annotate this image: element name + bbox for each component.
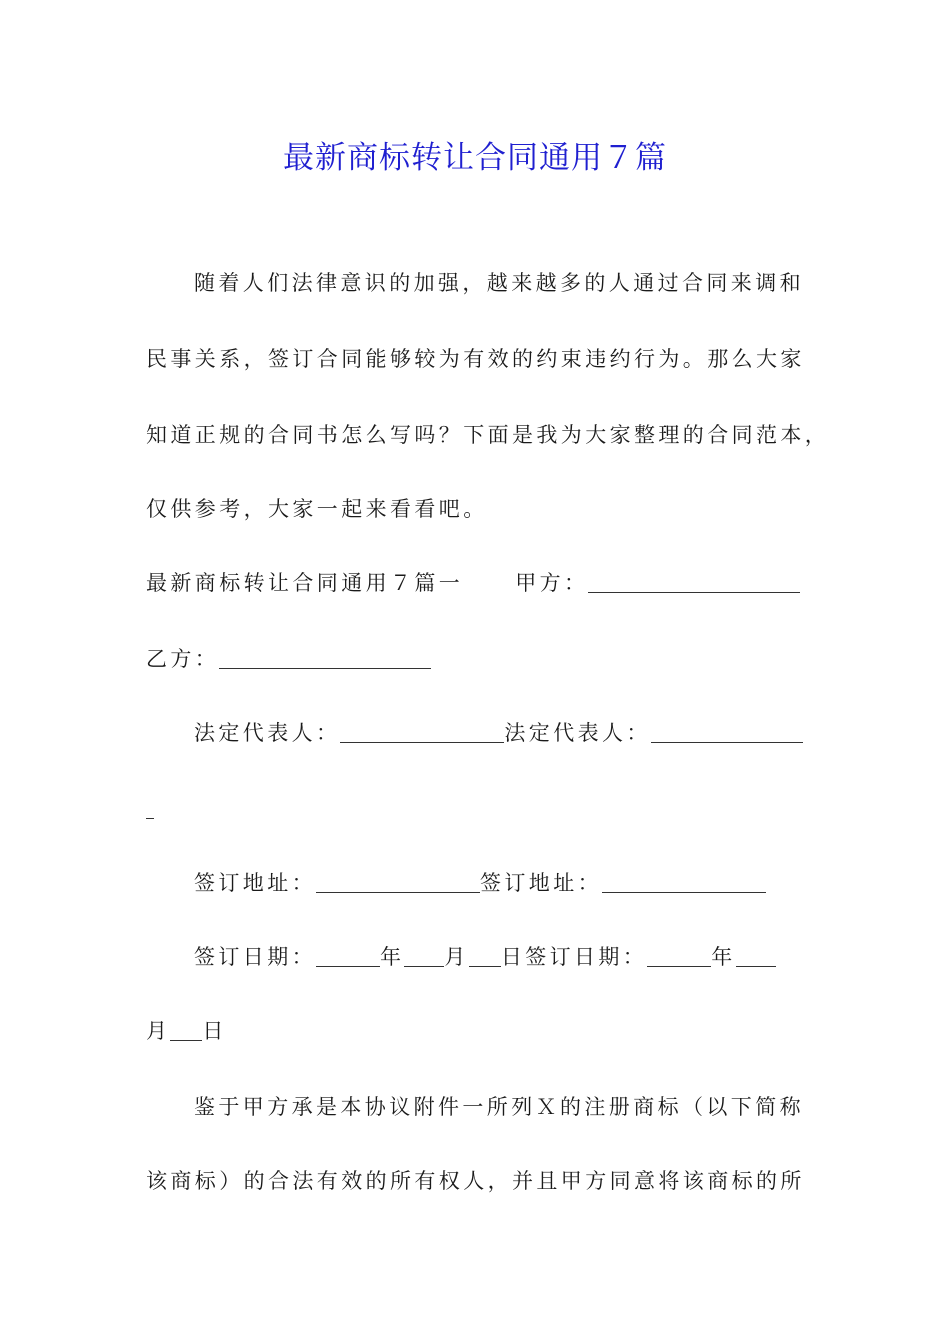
legal-rep-blank-a [340, 720, 504, 743]
sign-address-blank-b [602, 870, 766, 893]
day-blank-b [170, 1018, 202, 1041]
sign-address-label-b: 签订地址： [480, 871, 602, 895]
sign-date-overflow-row [146, 1016, 227, 1046]
sign-date-label-a: 签订日期： [194, 945, 316, 969]
legal-rep-blank-b [651, 720, 803, 743]
legal-rep-overflow-row [146, 794, 154, 824]
day-label-b: 日 [202, 1019, 227, 1043]
year-blank-a [316, 944, 380, 967]
sign-date-row [194, 942, 776, 972]
party-a-label: 甲方： [515, 571, 589, 595]
body-line-2: 该商标）的合法有效的所有权人，并且甲方同意将该商标的所 [146, 1169, 805, 1193]
legal-rep-label-b: 法定代表人： [504, 721, 651, 745]
intro-line-4: 仅供参考，大家一起来看看吧。 [146, 497, 488, 521]
party-a-blank [588, 570, 800, 593]
sign-address-blank-a [316, 870, 480, 893]
intro-line-1: 随着人们法律意识的加强，越来越多的人通过合同来调和 [194, 271, 804, 295]
legal-rep-row [194, 718, 803, 748]
legal-rep-label-a: 法定代表人： [194, 721, 341, 745]
month-blank-a [404, 944, 444, 967]
sign-address-label-a: 签订地址： [194, 871, 316, 895]
document-title: 最新商标转让合同通用７篇 [283, 140, 667, 176]
day-blank-a [469, 944, 501, 967]
intro-line-2: 民事关系，签订合同能够较为有效的约束违约行为。那么大家 [146, 347, 805, 371]
sign-address-row [194, 868, 766, 898]
party-b-blank [219, 646, 431, 669]
intro-line-3: 知道正规的合同书怎么写吗？下面是我为大家整理的合同范本， [146, 423, 830, 447]
party-a-row [146, 568, 800, 598]
party-b-row [146, 644, 431, 674]
legal-rep-blank-overflow [146, 796, 154, 819]
body-line-1: 鉴于甲方承是本协议附件一所列Ｘ的注册商标（以下简称 [194, 1095, 804, 1119]
month-label-a: 月 [444, 945, 469, 969]
sign-date-label-b: 日签订日期： [500, 945, 648, 969]
party-b-label: 乙方： [146, 647, 220, 671]
year-label-b: 年 [711, 945, 736, 969]
month-label-b: 月 [146, 1019, 171, 1043]
year-blank-b [647, 944, 711, 967]
year-label-a: 年 [380, 945, 405, 969]
month-blank-b [736, 944, 776, 967]
section-heading: 最新商标转让合同通用７篇一 [146, 571, 464, 595]
